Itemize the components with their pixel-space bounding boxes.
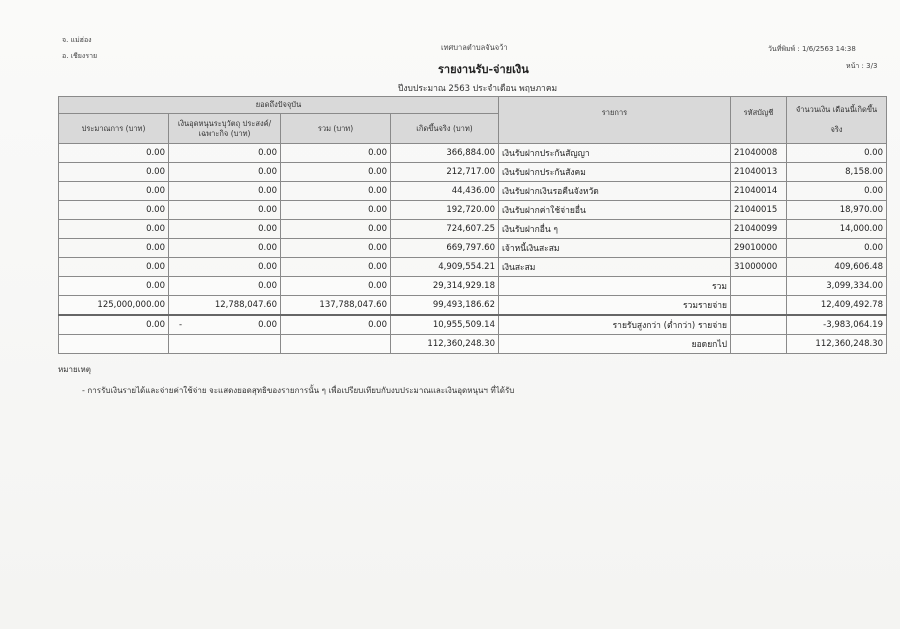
- item-cell: เงินรับฝากเงินรอคืนจังหวัด: [499, 182, 731, 201]
- account-cell: 21040014: [731, 182, 787, 201]
- report-title: รายงานรับ-จ่ายเงิน: [438, 63, 529, 76]
- total-header: รวม (บาท): [281, 114, 391, 144]
- expense-total-row: [59, 296, 887, 316]
- item-cell: เงินรับฝากประกันสังคม: [499, 163, 731, 182]
- amount-cell: -3,983,064.19: [787, 315, 887, 335]
- total-cell: 0.00: [281, 277, 391, 296]
- subsidy-cell: 0.00: [169, 258, 281, 277]
- amount-cell: 12,409,492.78: [787, 296, 887, 316]
- account-cell: [731, 315, 787, 335]
- actual-cell: 212,717.00: [391, 163, 499, 182]
- item-cell: เจ้าหนี้เงินสะสม: [499, 239, 731, 258]
- amount-cell: 112,360,248.30: [787, 335, 887, 354]
- table-row: [59, 258, 887, 277]
- subsidy-cell: 0.00: [169, 277, 281, 296]
- subsidy-cell: 0.00: [169, 201, 281, 220]
- total-cell: [281, 335, 391, 354]
- notes-heading: หมายเหตุ: [58, 365, 91, 374]
- report-subtitle: ปีงบประมาณ 2563 ประจำเดือน พฤษภาคม: [398, 84, 558, 94]
- subsidy-cell: 12,788,047.60: [169, 296, 281, 316]
- account-cell: 29010000: [731, 239, 787, 258]
- item-cell: เงินรับฝากประกันสัญญา: [499, 144, 731, 163]
- page-number: หน้า : 3/3: [846, 62, 878, 70]
- amount-cell: 18,970.00: [787, 201, 887, 220]
- amount-header: จำนวนเงิน เดือนนี้เกิดขึ้นจริง: [787, 97, 887, 144]
- actual-cell: 192,720.00: [391, 201, 499, 220]
- estimate-header: ประมาณการ (บาท): [59, 114, 169, 144]
- item-cell: เงินสะสม: [499, 258, 731, 277]
- total-cell: 0.00: [281, 258, 391, 277]
- table-row: [59, 220, 887, 239]
- actual-cell: 10,955,509.14: [391, 315, 499, 335]
- total-cell: 0.00: [281, 182, 391, 201]
- estimate-cell: 0.00: [59, 220, 169, 239]
- subsidy-cell: [169, 315, 281, 335]
- item-cell: เงินรับฝากค่าใช้จ่ายอื่น: [499, 201, 731, 220]
- actual-cell: 44,436.00: [391, 182, 499, 201]
- estimate-cell: 0.00: [59, 182, 169, 201]
- difference-label: รายรับสูงกว่า (ต่ำกว่า) รายจ่าย: [499, 315, 731, 335]
- total-cell: 0.00: [281, 144, 391, 163]
- expense-total-label: รวมรายจ่าย: [499, 296, 731, 316]
- district-label: อ. เชียงราย: [62, 52, 98, 60]
- account-cell: [731, 277, 787, 296]
- province-label: จ. แม่ฮ่อง: [62, 36, 92, 44]
- account-cell: 21040013: [731, 163, 787, 182]
- income-total-row: [59, 277, 887, 296]
- amount-cell: 8,158.00: [787, 163, 887, 182]
- amount-cell: 14,000.00: [787, 220, 887, 239]
- table-row: [59, 144, 887, 163]
- group-header: ยอดถึงปัจจุบัน: [59, 97, 499, 114]
- estimate-cell: 0.00: [59, 239, 169, 258]
- notes-line: - การรับเงินรายได้และจ่ายค่าใช้จ่าย จะแสดงยอดสุทธิของรายการนั้น ๆ เพื่อเปรียบเทียบกับงบประมาณและเงินอุดหนุนฯ ที่ได้รับ: [82, 386, 515, 395]
- subsidy-cell: 0.00: [169, 163, 281, 182]
- account-cell: [731, 335, 787, 354]
- total-cell: 0.00: [281, 239, 391, 258]
- table-header-row: [59, 97, 887, 114]
- amount-cell: 3,099,334.00: [787, 277, 887, 296]
- subsidy-cell: 0.00: [169, 144, 281, 163]
- estimate-cell: 0.00: [59, 163, 169, 182]
- account-cell: [731, 296, 787, 316]
- subsidy-cell: 0.00: [169, 239, 281, 258]
- table-row: [59, 201, 887, 220]
- amount-cell: 0.00: [787, 182, 887, 201]
- print-date: วันที่พิมพ์ : 1/6/2563 14:38: [768, 45, 856, 53]
- subsidy-cell: 0.00: [169, 220, 281, 239]
- account-header: รหัสบัญชี: [731, 97, 787, 144]
- actual-cell: 669,797.60: [391, 239, 499, 258]
- subsidy-cell: 0.00: [169, 182, 281, 201]
- receipt-payment-table: [58, 96, 887, 354]
- item-cell: เงินรับฝากอื่น ๆ: [499, 220, 731, 239]
- account-cell: 31000000: [731, 258, 787, 277]
- difference-row: [59, 315, 887, 335]
- amount-cell: 0.00: [787, 144, 887, 163]
- estimate-cell: 125,000,000.00: [59, 296, 169, 316]
- table-row: [59, 239, 887, 258]
- actual-cell: 366,884.00: [391, 144, 499, 163]
- total-cell: 137,788,047.60: [281, 296, 391, 316]
- estimate-cell: 0.00: [59, 201, 169, 220]
- estimate-cell: 0.00: [59, 144, 169, 163]
- actual-cell: 112,360,248.30: [391, 335, 499, 354]
- actual-cell: 4,909,554.21: [391, 258, 499, 277]
- amount-cell: 409,606.48: [787, 258, 887, 277]
- account-cell: 21040099: [731, 220, 787, 239]
- estimate-cell: 0.00: [59, 315, 169, 335]
- account-cell: 21040008: [731, 144, 787, 163]
- carry-forward-row: [59, 335, 887, 354]
- amount-cell: 0.00: [787, 239, 887, 258]
- carry-forward-label: ยอดยกไป: [499, 335, 731, 354]
- actual-cell: 724,607.25: [391, 220, 499, 239]
- income-total-label: รวม: [499, 277, 731, 296]
- actual-header: เกิดขึ้นจริง (บาท): [391, 114, 499, 144]
- actual-cell: 99,493,186.62: [391, 296, 499, 316]
- total-cell: 0.00: [281, 315, 391, 335]
- total-cell: 0.00: [281, 163, 391, 182]
- dash-mark: -: [179, 320, 183, 330]
- estimate-cell: 0.00: [59, 277, 169, 296]
- item-header: รายการ: [499, 97, 731, 144]
- estimate-cell: [59, 335, 169, 354]
- subsidy-header: เงินอุดหนุนระบุวัตถุ ประสงค์/เฉพาะกิจ (บาท): [169, 114, 281, 144]
- subsidy-value: 0.00: [258, 320, 277, 330]
- account-cell: 21040015: [731, 201, 787, 220]
- estimate-cell: 0.00: [59, 258, 169, 277]
- table-row: [59, 182, 887, 201]
- actual-cell: 29,314,929.18: [391, 277, 499, 296]
- total-cell: 0.00: [281, 201, 391, 220]
- organization-name: เทศบาลตำบลจันจว้า: [441, 43, 508, 52]
- table-row: [59, 163, 887, 182]
- subsidy-cell: [169, 335, 281, 354]
- total-cell: 0.00: [281, 220, 391, 239]
